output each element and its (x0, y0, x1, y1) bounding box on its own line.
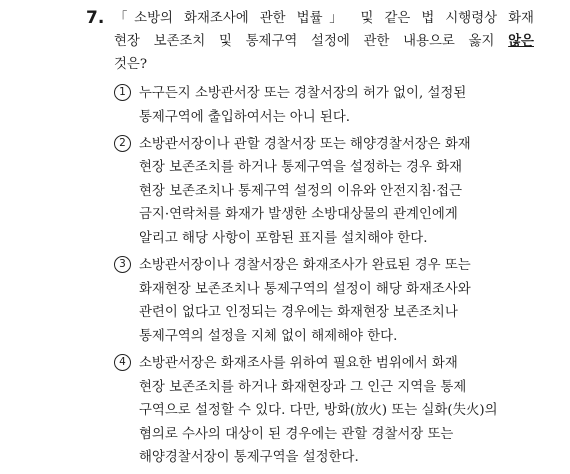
choice-number-2[interactable]: 2 (114, 135, 131, 152)
choice-line: 누구든지 소방관서장 또는 경찰서장의 허가 없이, 설정된 (139, 86, 467, 101)
answer-choice-2[interactable] (114, 133, 544, 251)
choice-line: 금지·연락처를 화재가 발생한 소방대상물의 관계인에게 (139, 207, 458, 223)
choice-line: 소방관서장이나 관할 경찰서장 또는 해양경찰서장은 화재 (139, 136, 471, 152)
question-stem-line: 「소방의 화재조사에 관한 법률」 및 같은 법 시행령상 화재 (114, 11, 534, 26)
choice-line: 통제구역의 설정을 지체 없이 해제해야 한다. (139, 328, 398, 344)
choice-text (139, 352, 544, 470)
choice-line: 구역으로 설정할 수 있다. 다만, 방화(放火) 또는 실화(失火)의 (139, 403, 498, 419)
choice-line: 현장 보존조치나 통제구역 설정의 이유와 안전지침·접근 (139, 183, 463, 199)
choice-text (139, 254, 544, 348)
question-stem-line: 것은? (114, 57, 148, 72)
choice-line: 통제구역에 출입하여서는 아니 된다. (139, 109, 351, 125)
question-emphasis-word: 않은 (508, 33, 534, 49)
choice-line: 소방관서장은 화재조사를 위하여 필요한 범위에서 화재 (139, 356, 458, 372)
question-number: 7. (86, 8, 105, 28)
choice-line: 알리고 해당 사항이 포함된 표지를 설치해야 한다. (139, 231, 428, 247)
answer-choice-4[interactable] (114, 352, 544, 470)
question-stem-text: 현장 보존조치 및 통제구역 설정에 관한 내용으로 옳지 (114, 34, 509, 49)
question-stem-line (114, 30, 534, 53)
choice-number-1[interactable]: 1 (114, 84, 131, 101)
answer-choices (114, 82, 544, 474)
choice-text (139, 82, 544, 129)
choice-line: 현장 보존조치를 하거나 통제구역을 설정하는 경우 화재 (139, 160, 463, 176)
choice-line: 관련이 없다고 인정되는 경우에는 화재현장 보존조치나 (139, 305, 458, 321)
choice-line: 소방관서장이나 경찰서장은 화재조사가 완료된 경우 또는 (139, 258, 471, 274)
question-stem (114, 7, 534, 76)
choice-number-4[interactable]: 4 (114, 354, 131, 371)
choice-text (139, 133, 544, 251)
choice-line: 화재현장 보존조치나 통제구역의 설정이 해당 화재조사와 (139, 281, 471, 297)
choice-line: 혐의로 수사의 대상이 된 경우에는 관할 경찰서장 또는 (139, 426, 454, 442)
choice-line: 현장 보존조치를 하거나 화재현장과 그 인근 지역을 통제 (139, 379, 467, 395)
answer-choice-1[interactable] (114, 82, 544, 129)
choice-line: 해양경찰서장이 통제구역을 설정한다. (139, 450, 359, 466)
choice-number-3[interactable]: 3 (114, 256, 131, 273)
answer-choice-3[interactable] (114, 254, 544, 348)
